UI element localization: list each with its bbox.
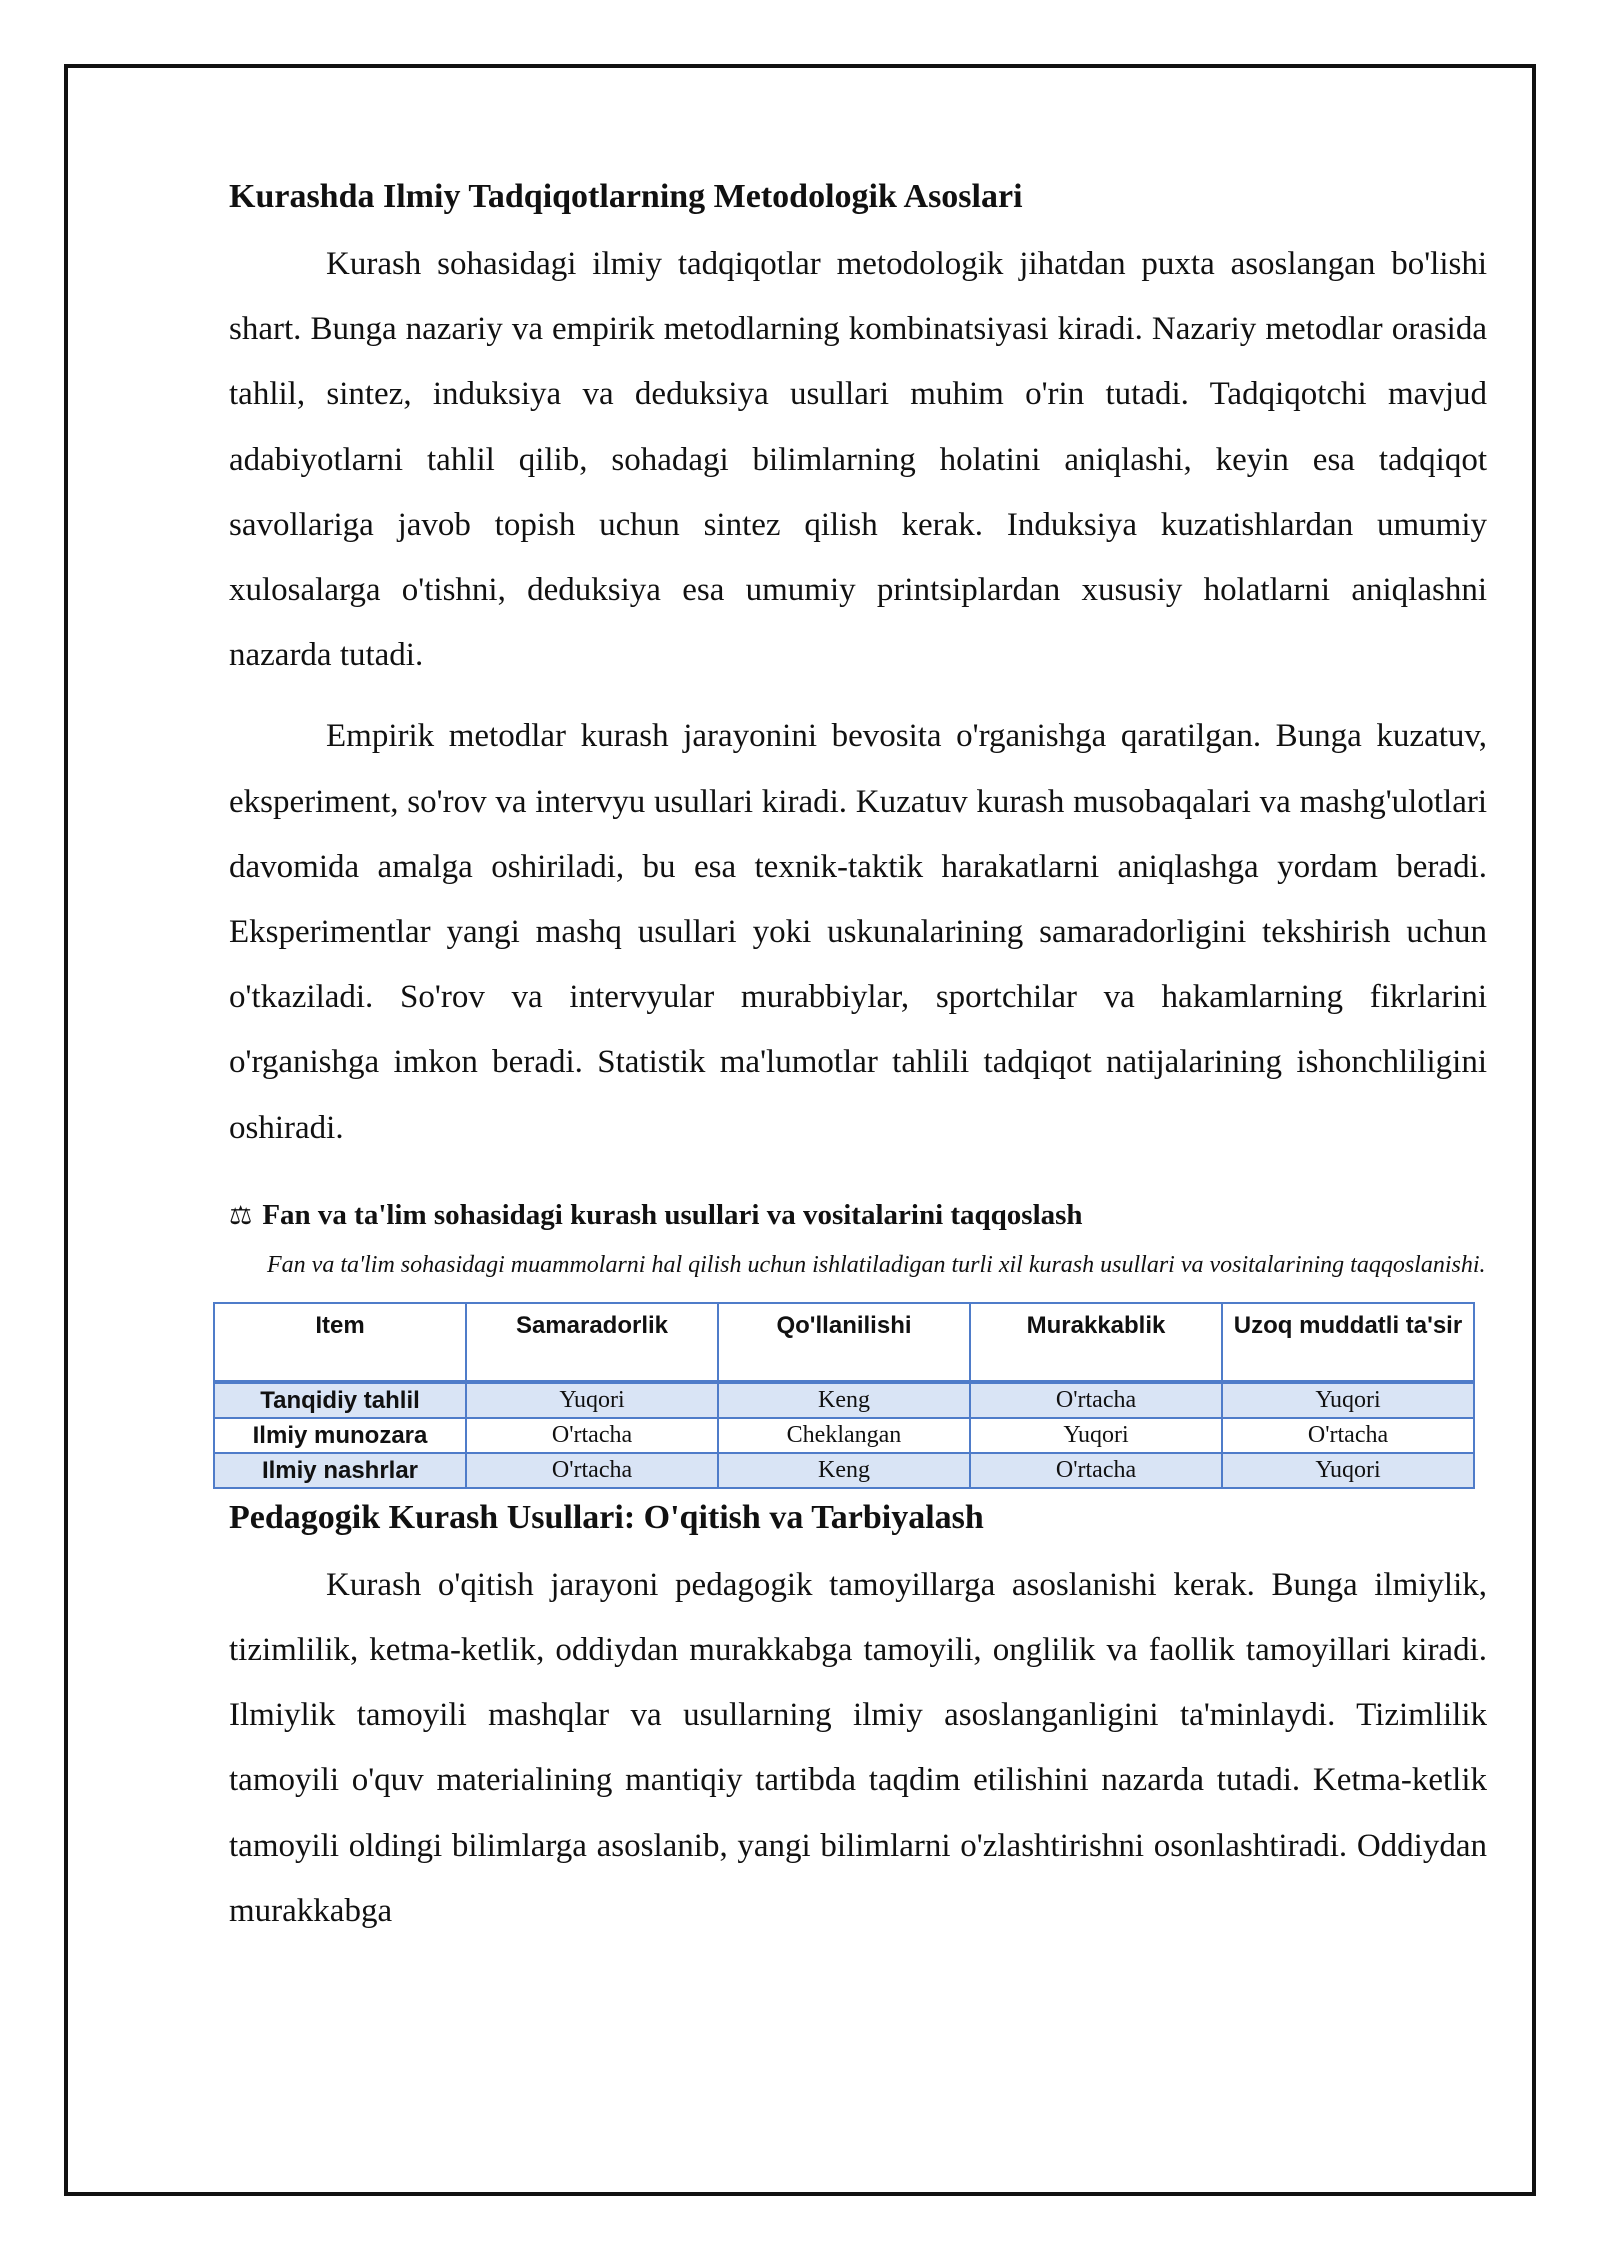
scale-icon: ⚖ xyxy=(229,1200,253,1231)
column-header-effectiveness: Samaradorlik xyxy=(466,1303,718,1382)
table-cell: Yuqori xyxy=(466,1382,718,1418)
table-row xyxy=(214,1453,1474,1488)
table-row xyxy=(214,1382,1474,1418)
table-row xyxy=(214,1418,1474,1453)
document-content xyxy=(229,168,1487,1944)
table-header-row xyxy=(214,1303,1474,1382)
row-label: Ilmiy nashrlar xyxy=(214,1453,466,1488)
table-cell: O'rtacha xyxy=(466,1418,718,1453)
table-cell: Yuqori xyxy=(1222,1382,1474,1418)
table-cell: Yuqori xyxy=(1222,1453,1474,1488)
table-cell: O'rtacha xyxy=(970,1453,1222,1488)
table-cell: Keng xyxy=(718,1382,970,1418)
row-label: Ilmiy munozara xyxy=(214,1418,466,1453)
table-cell: O'rtacha xyxy=(466,1453,718,1488)
column-header-long-term-impact: Uzoq muddatli ta'sir xyxy=(1222,1303,1474,1382)
column-header-item: Item xyxy=(214,1303,466,1382)
comparison-table-block xyxy=(229,1195,1487,1489)
table-cell: O'rtacha xyxy=(1222,1418,1474,1453)
comparison-table xyxy=(213,1302,1475,1489)
column-header-application: Qo'llanilishi xyxy=(718,1303,970,1382)
table-title xyxy=(229,1195,1487,1236)
column-header-complexity: Murakkablik xyxy=(970,1303,1222,1382)
paragraph-theoretical-methods: Kurash sohasidagi ilmiy tadqiqotlar metodologik jihatdan puxta asoslangan bo'lishi shart. Bunga nazariy va empirik metodlarning kombinatsiyasi kiradi. Nazariy metodlar orasida tahlil, sintez, induksiya va deduksiya usullari muhim o'rin tutadi. Tadqiqotchi mavjud adabiyotlarni tahlil qilib, sohadagi bilimlarning holatini aniqlashi, keyin esa tadqiqot savollariga javob topish uchun sintez qilish kerak. Induksiya kuzatishlardan umumiy xulosalarga o'tishni, deduksiya esa umumiy printsiplardan xususiy holatlarni aniqlashni nazarda tutadi. xyxy=(229,246,1487,674)
table-title-text: Fan va ta'lim sohasidagi kurash usullari va vositalarini taqqoslash xyxy=(262,1198,1083,1231)
table-caption: Fan va ta'lim sohasidagi muammolarni hal qilish uchun ishlatiladigan turli xil kurash usullari va vositalarining taqqoslanishi. xyxy=(267,1251,1486,1278)
table-cell: Cheklangan xyxy=(718,1418,970,1453)
paragraph-empirical-methods: Empirik metodlar kurash jarayonini bevosita o'rganishga qaratilgan. Bunga kuzatuv, eksperiment, so'rov va intervyu usullari kiradi. Kuzatuv kurash musobaqalari va mashg'ulotlari davomida amalga oshiriladi, bu esa texnik-taktik harakatlarni aniqlashga yordam beradi. Eksperimentlar yangi mashq usullari yoki uskunalarining samaradorligini tekshirish uchun o'tkaziladi. So'rov va intervyular murabbiylar, sportchilar va hakamlarning fikrlarini o'rganishga imkon beradi. Statistik ma'lumotlar tahlili tadqiqot natijalarining ishonchliligini oshiradi. xyxy=(229,718,1487,1146)
table-cell: Yuqori xyxy=(970,1418,1222,1453)
table-cell: O'rtacha xyxy=(970,1382,1222,1418)
row-label: Tanqidiy tahlil xyxy=(214,1382,466,1418)
section-heading-pedagogy: Pedagogik Kurash Usullari: O'qitish va Tarbiyalash xyxy=(229,1498,984,1536)
section-heading-methodology: Kurashda Ilmiy Tadqiqotlarning Metodologik Asoslari xyxy=(229,178,1023,215)
paragraph-pedagogical-principles: Kurash o'qitish jarayoni pedagogik tamoyillarga asoslanishi kerak. Bunga ilmiylik, tizimlilik, ketma-ketlik, oddiydan murakkabga tamoyili, onglilik va faollik tamoyillari kiradi. Ilmiylik tamoyili mashqlar va usullarning ilmiy asoslanganligini ta'minlaydi. Tizimlilik tamoyili o'quv materialining mantiqiy tartibda taqdim etilishini nazarda tutadi. Ketma-ketlik tamoyili oldingi bilimlarga asoslanib, yangi bilimlarni o'zlashtirishni osonlashtiradi. Oddiydan murakkabga xyxy=(229,1566,1487,1929)
table-cell: Keng xyxy=(718,1453,970,1488)
